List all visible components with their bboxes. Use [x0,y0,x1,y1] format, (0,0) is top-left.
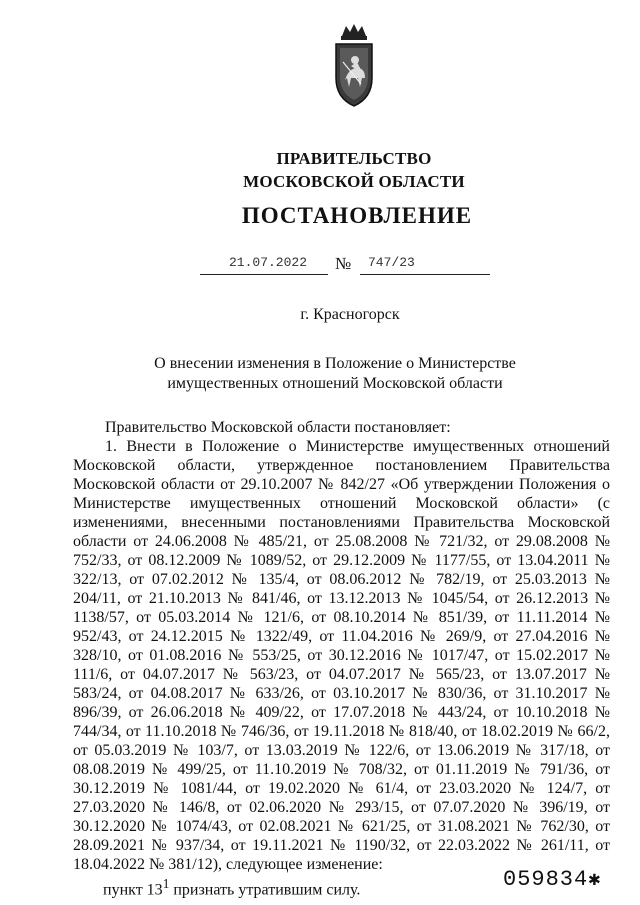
clause-prefix: пункт 13 [103,881,163,899]
number-underline [360,274,490,275]
document-body [73,418,610,899]
document-type-title: ПОСТАНОВЛЕНИЕ [241,203,473,228]
serial-mark: ✱ [588,869,602,892]
number-sign: № [335,254,352,273]
clause-suffix: признать утратившим силу. [169,881,361,899]
serial-number [503,866,601,892]
body-intro: Правительство Московской области постановляет: [105,419,451,436]
government-title-line2: МОСКОВСКОЙ ОБЛАСТИ [243,172,465,191]
clause-superscript: 1 [162,876,170,891]
serial-digits: 059834 [503,867,589,892]
city: г. Красногорск [300,306,400,323]
date-underline [200,274,328,275]
document-date: 21.07.2022 [228,255,307,270]
document-number: 747/23 [368,255,415,270]
coat-of-arms-icon [329,22,379,108]
body-item-1: 1. Внести в Положение о Министерстве имущественных отношений Московской области, утвержденное постановлением Правительства Московской области от 29.10.2007 № 842/27 «Об утверждении Положения о Министерстве имущественных отношений Московской области» (с изменениями, внесенными постановлениями Правительства Московской области от 24.06.2008 № 485/21, от 25.08.2008 № 721/32, от 29.08.2008 № 752/33, от 08.12.2009 № 1089/52, от 29.12.2009 № 1177/55, от 13.04.2011 № 322/13, от 07.02.2012 № 135/4, от 08.06.2012 № 782/19, от 25.03.2013 № 204/11, от 21.10.2013 № 841/46, от 13.12.2013 № 1045/54, от 26.12.2013 № 1138/57, от 05.03.2014 № 121/6, от 08.10.2014 № 851/39, от 11.11.2014 № 952/43, от 24.12.2015 № 1322/49, от 11.04.2016 № 269/9, от 27.04.2016 № 328/10, от 01.08.2016 № 553/25, от 30.12.2016 № 1017/47, от 15.02.2017 № 111/6, от 04.07.2017 № 563/23, от 04.07.2017 № 565/23, от 13.07.2017 № 583/24, от 04.08.2017 № 633/26, от 03.10.2017 № 830/36, от 31.10.2017 № 896/39, от 26.06.2018 № 409/22, от 17.07.2018 № 443/24, от 10.10.2018 № 744/34, от 11.10.2018 № 746/36, от 19.11.2018 № 818/40, от 18.02.2019 № 66/2, от 05.03.2019 № 103/7, от 13.03.2019 № 122/6, от 13.06.2019 № 317/18, от 08.08.2019 № 499/25, от 11.10.2019 № 708/32, от 01.11.2019 № 791/36, от 30.12.2019 № 1081/44, от 19.02.2020 № 61/4, от 23.03.2020 № 124/7, от 27.03.2020 № 146/8, от 02.06.2020 № 293/15, от 07.07.2020 № 396/19, от 30.12.2020 № 1074/43, от 02.08.2021 № 621/25, от 31.08.2021 № 762/30, от 28.09.2021 № 937/34, от 19.11.2021 № 1190/32, от 22.03.2022 № 261/11, от 18.04.2022 № 381/12), следующее изменение: [73,438,610,873]
government-title-line1: ПРАВИТЕЛЬСТВО [276,149,432,168]
date-number-line [200,254,500,278]
document-subject: О внесении изменения в Положение о Министерстве имущественных отношений Московской области [154,355,516,392]
